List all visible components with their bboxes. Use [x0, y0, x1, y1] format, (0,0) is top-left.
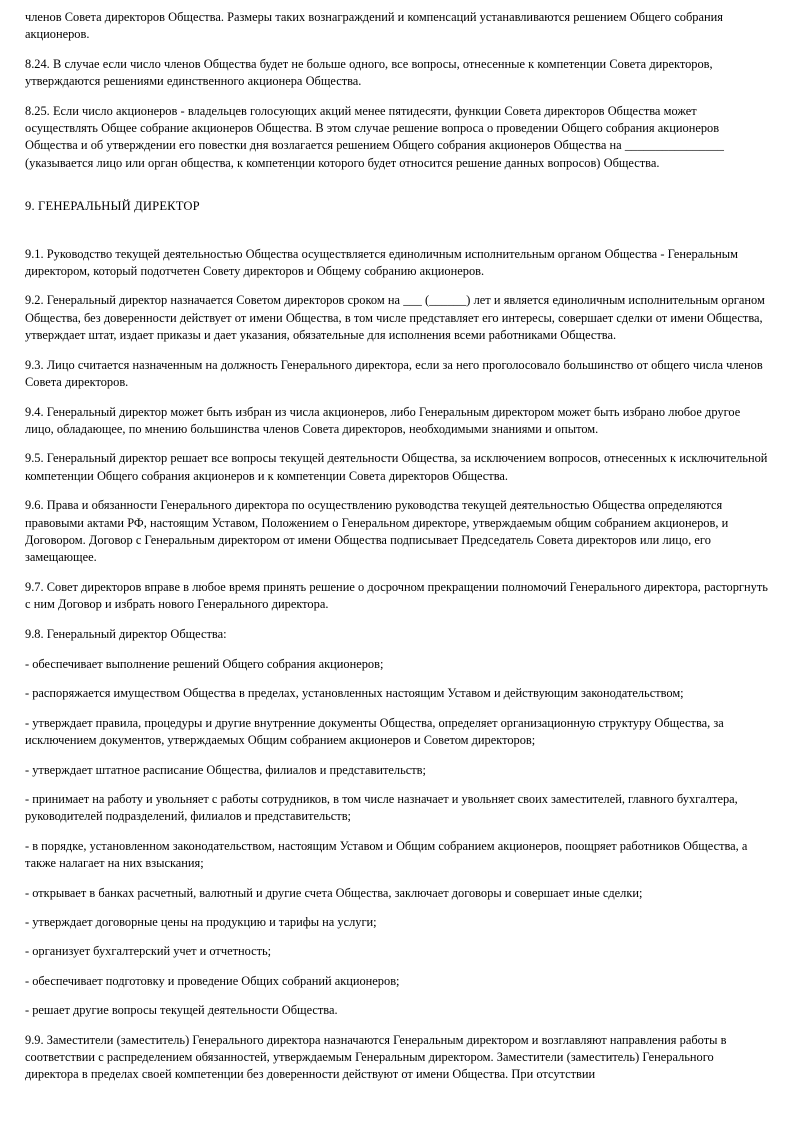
paragraph-8-23-continued: членов Совета директоров Общества. Размеры таких вознаграждений и компенсаций устанавливаются решением Общего собрания акционеров. — [25, 10, 727, 42]
list-item: - распоряжается имуществом Общества в пределах, установленных настоящим Уставом и действующим законодательством; — [25, 686, 684, 701]
paragraph-9-2: 9.2. Генеральный директор назначается Советом директоров сроком на ___ (______) лет и является единоличным исполнительным органом Общества, без доверенности действует от имени Общества, в том числе представляет его интересы, совершает сделки от имени Общества, утверждает штат, издает приказы и дает указания, обязательные для исполнения всеми работниками Общества. — [25, 293, 769, 343]
paragraph-9-1: 9.1. Руководство текущей деятельностью Общества осуществляется единоличным исполнительным органом Общества - Генеральным директором, который подотчетен Совету директоров и Общему собранию акционеров. — [25, 246, 742, 279]
list-item: - утверждает правила, процедуры и другие внутренние документы Общества, определяет организационную структуру Общества, за исключением документов, утверждаемых Общим собранием акционеров и Советом директоров; — [25, 715, 727, 748]
paragraph-9-3: 9.3. Лицо считается назначенным на должность Генерального директора, если за него проголосовало большинство от общего числа членов Совета директоров. — [25, 357, 766, 390]
list-item: - утверждает штатное расписание Общества, филиалов и представительств; — [25, 762, 426, 777]
paragraph-8-24: 8.24. В случае если число членов Общества будет не больше одного, все вопросы, отнесенные к компетенции Совета директоров, утверждаются решениями единственного акционера Общества. — [25, 56, 716, 89]
list-item: - открывает в банках расчетный, валютный и другие счета Общества, заключает договоры и совершает иные сделки; — [25, 885, 643, 900]
list-item: - организует бухгалтерский учет и отчетность; — [25, 944, 272, 959]
paragraph-8-25: 8.25. Если число акционеров - владельцев голосующих акций менее пятидесяти, функции Совета директоров Общества может осуществлять Общее собрание акционеров Общества. В этом случае решение вопроса о проведении Общего собрания акционеров Общества и об утверждении его повестки дня возлагается решением Общего собрания акционеров Общества на ________________ (указывается лицо или орган общества, к компетенции которого будет относится решение данных вопросов) Общества. — [25, 103, 728, 170]
list-item: - обеспечивает выполнение решений Общего собрания акционеров; — [25, 656, 384, 671]
paragraph-9-8-intro: 9.8. Генеральный директор Общества: — [25, 626, 227, 641]
paragraph-9-6: 9.6. Права и обязанности Генерального директора по осуществлению руководства текущей деятельностью Общества определяются правовыми актами РФ, настоящим Уставом, Положением о Генеральном директоре, утверждаемым общим собранием акционеров, и Договором. Договор с Генеральным директором от имени Общества подписывает Председатель Совета директоров или лицо, его замещающее. — [25, 498, 732, 565]
list-item: - принимает на работу и увольняет с работы сотрудников, в том числе назначает и увольняет своих заместителей, главного бухгалтера, руководителей подразделений, филиалов и представительств; — [25, 792, 741, 824]
paragraph-9-9: 9.9. Заместители (заместитель) Генерального директора назначаются Генеральным директором и возглавляют направления работы в соответствии с распределением обязанностей, утверждаемым Генеральным директором. Заместители (заместитель) Генерального директора в пределах своей компетенции без доверенности действуют от имени Общества. При отсутствии — [25, 1032, 730, 1082]
section-heading-9: 9. ГЕНЕРАЛЬНЫЙ ДИРЕКТОР — [25, 199, 200, 214]
list-item: - в порядке, установленном законодательством, настоящим Уставом и Общим собранием акционеров, поощряет работников Общества, а также налагает на них взыскания; — [25, 838, 751, 871]
list-item: - обеспечивает подготовку и проведение Общих собраний акционеров; — [25, 973, 400, 988]
list-item: - решает другие вопросы текущей деятельности Общества. — [25, 1003, 338, 1018]
document-text-body — [25, 9, 772, 1084]
paragraph-9-4: 9.4. Генеральный директор может быть избран из числа акционеров, либо Генеральным директором может быть избрано любое другое лицо, обладающее, по мнению большинства членов Совета директоров, необходимыми знаниями и опытом. — [25, 404, 744, 436]
paragraph-9-7: 9.7. Совет директоров вправе в любое время принять решение о досрочном прекращении полномочий Генерального директора, расторгнуть с ним Договор и избрать нового Генерального директора. — [25, 579, 772, 612]
paragraph-9-5: 9.5. Генеральный директор решает все вопросы текущей деятельности Общества, за исключением вопросов, отнесенных к исключительной компетенции Общего собрания акционеров и к компетенции Совета директоров Общества. — [25, 451, 771, 483]
list-item: - утверждает договорные цены на продукцию и тарифы на услуги; — [25, 915, 377, 930]
